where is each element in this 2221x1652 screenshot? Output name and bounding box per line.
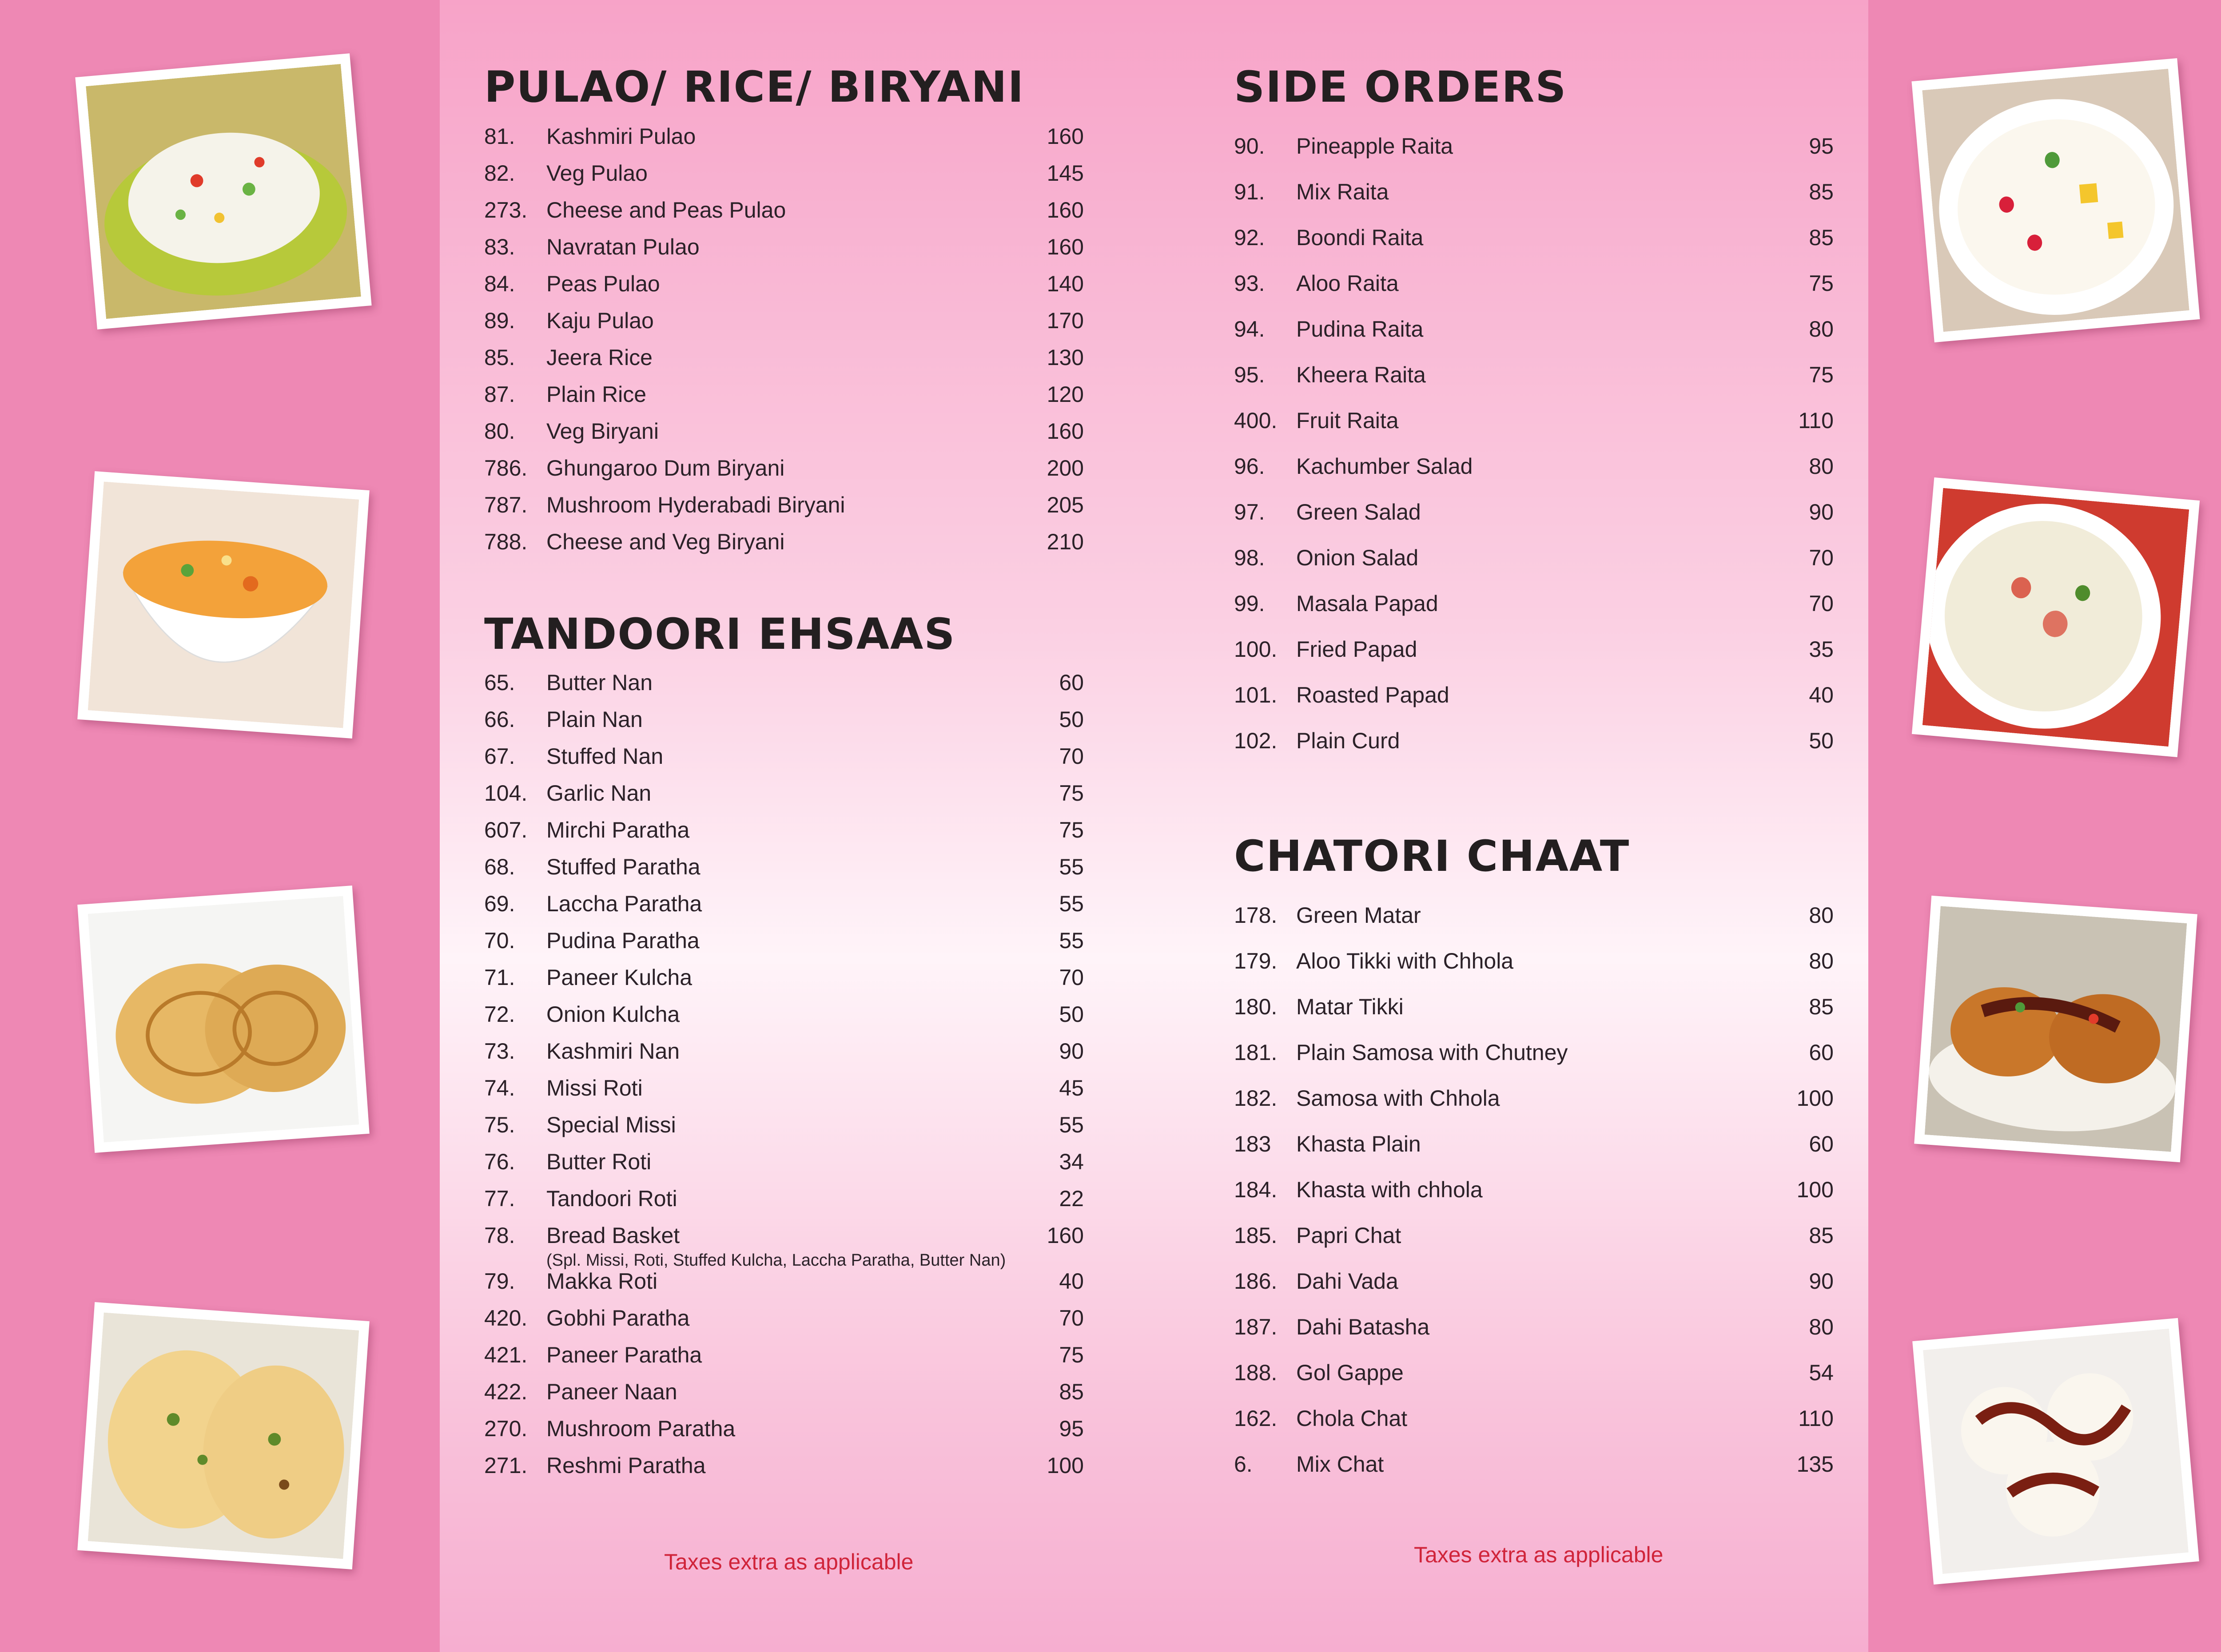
item-price: 85 [1809, 179, 1834, 204]
menu-item [484, 780, 1084, 817]
menu-item [1234, 1177, 1834, 1223]
item-number: 97. [1234, 500, 1265, 524]
item-name: Paneer Kulcha [546, 965, 693, 990]
item-name: Kashmiri Nan [546, 1039, 680, 1064]
section-title-side-orders: SIDE ORDERS [1234, 62, 1567, 112]
menu-item [484, 743, 1084, 780]
menu-item [484, 418, 1084, 455]
item-price: 170 [1047, 308, 1084, 333]
item-price: 80 [1809, 454, 1834, 479]
item-number: 186. [1234, 1269, 1278, 1294]
menu-item [484, 1112, 1084, 1149]
item-number: 69. [484, 891, 515, 916]
fruit-raita-photo-icon [1911, 58, 2200, 342]
item-number: 187. [1234, 1314, 1278, 1339]
menu-item [484, 1416, 1084, 1453]
menu-item [484, 707, 1084, 743]
item-note: (Spl. Missi, Roti, Stuffed Kulcha, Laccha Paratha, Butter Nan) [546, 1251, 1006, 1270]
item-name: Laccha Paratha [546, 891, 702, 916]
item-price: 55 [1059, 928, 1084, 953]
item-number: 73. [484, 1039, 515, 1064]
item-name: Kaju Pulao [546, 308, 654, 333]
item-name: Garlic Nan [546, 781, 652, 806]
menu-item [484, 1379, 1084, 1416]
item-number: 273. [484, 198, 528, 222]
item-name: Special Missi [546, 1112, 676, 1137]
section-title-chaat: CHATORI CHAAT [1234, 831, 1630, 881]
item-number: 82. [484, 161, 515, 186]
biryani-bowl-photo-icon [77, 471, 370, 739]
item-name: Fruit Raita [1296, 408, 1399, 433]
item-number: 98. [1234, 545, 1265, 570]
menu-item [484, 1305, 1084, 1342]
item-name: Mushroom Hyderabadi Biryani [546, 492, 845, 517]
item-name: Mix Raita [1296, 179, 1389, 204]
item-price: 95 [1059, 1416, 1084, 1441]
item-price: 70 [1059, 744, 1084, 769]
item-name: Aloo Raita [1296, 271, 1399, 296]
item-number: 96. [1234, 454, 1265, 479]
item-number: 83. [484, 234, 515, 259]
item-price: 55 [1059, 1112, 1084, 1137]
item-price: 135 [1796, 1452, 1834, 1477]
laccha-paratha-photo-icon [77, 886, 370, 1153]
item-price: 80 [1809, 903, 1834, 928]
item-price: 35 [1809, 637, 1834, 662]
menu-item [1234, 408, 1834, 453]
item-number: 178. [1234, 903, 1278, 928]
menu-item [1234, 499, 1834, 545]
item-name: Tandoori Roti [546, 1186, 677, 1211]
item-name: Plain Samosa with Chutney [1296, 1040, 1568, 1065]
item-price: 50 [1059, 1002, 1084, 1027]
item-price: 75 [1059, 1342, 1084, 1367]
menu-item [484, 160, 1084, 197]
item-number: 68. [484, 854, 515, 879]
item-price: 55 [1059, 891, 1084, 916]
item-name: Butter Roti [546, 1149, 652, 1174]
item-price: 90 [1809, 1269, 1834, 1294]
item-price: 160 [1047, 419, 1084, 444]
item-price: 100 [1796, 1086, 1834, 1111]
item-name: Cheese and Peas Pulao [546, 198, 786, 222]
item-number: 90. [1234, 134, 1265, 159]
menu-item [1234, 270, 1834, 316]
item-name: Paneer Paratha [546, 1342, 702, 1367]
item-price: 200 [1047, 456, 1084, 481]
menu-item [1234, 1223, 1834, 1268]
item-name: Boondi Raita [1296, 225, 1424, 250]
item-price: 145 [1047, 161, 1084, 186]
item-name: Stuffed Paratha [546, 854, 701, 879]
item-price: 160 [1047, 234, 1084, 259]
section-title-tandoori: TANDOORI EHSAAS [484, 609, 956, 659]
item-number: 180. [1234, 994, 1278, 1019]
menu-item [484, 1453, 1084, 1489]
menu-item [1234, 948, 1834, 994]
item-price: 70 [1809, 545, 1834, 570]
item-name: Plain Curd [1296, 728, 1400, 753]
item-price: 75 [1059, 781, 1084, 806]
item-price: 95 [1809, 134, 1834, 159]
item-name: Khasta with chhola [1296, 1177, 1483, 1202]
item-number: 77. [484, 1186, 515, 1211]
item-name: Green Matar [1296, 903, 1421, 928]
item-name: Stuffed Nan [546, 744, 664, 769]
menu-item [484, 197, 1084, 234]
item-name: Onion Salad [1296, 545, 1419, 570]
aloo-tikki-chaat-photo-icon [1914, 896, 2197, 1162]
menu-item [484, 1223, 1084, 1270]
item-name: Roasted Papad [1296, 683, 1449, 707]
menu-item [484, 928, 1084, 965]
item-number: 99. [1234, 591, 1265, 616]
menu-item [1234, 636, 1834, 682]
menu-item [484, 670, 1084, 707]
menu-item [1234, 316, 1834, 362]
item-price: 100 [1796, 1177, 1834, 1202]
item-name: Makka Roti [546, 1269, 658, 1294]
menu-item [1234, 225, 1834, 270]
item-price: 80 [1809, 317, 1834, 342]
item-name: Dahi Vada [1296, 1269, 1398, 1294]
item-name: Reshmi Paratha [546, 1453, 706, 1478]
menu-item [1234, 994, 1834, 1040]
item-number: 179. [1234, 949, 1278, 973]
item-name: Paneer Naan [546, 1379, 677, 1404]
item-name: Khasta Plain [1296, 1132, 1421, 1156]
item-number: 6. [1234, 1452, 1253, 1477]
menu-item [484, 308, 1084, 345]
item-number: 422. [484, 1379, 528, 1404]
menu-item [1234, 545, 1834, 591]
item-number: 271. [484, 1453, 528, 1478]
item-name: Onion Kulcha [546, 1002, 680, 1027]
item-price: 60 [1809, 1132, 1834, 1156]
item-price: 34 [1059, 1149, 1084, 1174]
item-number: 66. [484, 707, 515, 732]
item-number: 94. [1234, 317, 1265, 342]
item-number: 78. [484, 1223, 515, 1248]
item-price: 54 [1809, 1360, 1834, 1385]
menu-item [484, 234, 1084, 271]
item-name: Chola Chat [1296, 1406, 1408, 1431]
menu-item [484, 1075, 1084, 1112]
item-price: 70 [1059, 1306, 1084, 1330]
pulao-rice-photo-icon [75, 53, 371, 330]
menu-item [1234, 1360, 1834, 1406]
item-price: 75 [1809, 362, 1834, 387]
item-price: 90 [1059, 1039, 1084, 1064]
item-price: 55 [1059, 854, 1084, 879]
menu-item [484, 455, 1084, 492]
item-number: 420. [484, 1306, 528, 1330]
menu-item [484, 345, 1084, 381]
item-price: 85 [1809, 994, 1834, 1019]
item-name: Kheera Raita [1296, 362, 1426, 387]
item-price: 140 [1047, 271, 1084, 296]
item-name: Green Salad [1296, 500, 1421, 524]
menu-item [484, 123, 1084, 160]
item-price: 85 [1059, 1379, 1084, 1404]
menu-item [1234, 1085, 1834, 1131]
item-number: 184. [1234, 1177, 1278, 1202]
item-name: Masala Papad [1296, 591, 1438, 616]
item-name: Gobhi Paratha [546, 1306, 690, 1330]
item-number: 188. [1234, 1360, 1278, 1385]
menu-item [1234, 902, 1834, 948]
item-name: Mix Chat [1296, 1452, 1384, 1477]
item-price: 90 [1809, 500, 1834, 524]
item-number: 80. [484, 419, 515, 444]
item-number: 89. [484, 308, 515, 333]
item-number: 185. [1234, 1223, 1278, 1248]
item-number: 74. [484, 1076, 515, 1100]
item-price: 50 [1809, 728, 1834, 753]
item-price: 160 [1047, 198, 1084, 222]
item-name: Plain Rice [546, 382, 647, 407]
menu-item [484, 1149, 1084, 1186]
item-name: Kachumber Salad [1296, 454, 1473, 479]
tax-note-left: Taxes extra as applicable [664, 1549, 914, 1574]
menu-item [484, 271, 1084, 308]
item-number: 76. [484, 1149, 515, 1174]
item-name: Veg Biryani [546, 419, 659, 444]
item-name: Pudina Paratha [546, 928, 700, 953]
item-name: Butter Nan [546, 670, 653, 695]
item-name: Veg Pulao [546, 161, 648, 186]
item-price: 70 [1809, 591, 1834, 616]
item-number: 101. [1234, 683, 1278, 707]
menu-item [484, 965, 1084, 1001]
item-number: 75. [484, 1112, 515, 1137]
menu-item [484, 492, 1084, 529]
menu-item [484, 891, 1084, 928]
menu-item [1234, 1040, 1834, 1085]
item-name: Pineapple Raita [1296, 134, 1453, 159]
item-name: Papri Chat [1296, 1223, 1401, 1248]
menu-item [1234, 1314, 1834, 1360]
item-number: 91. [1234, 179, 1265, 204]
item-number: 162. [1234, 1406, 1278, 1431]
item-price: 60 [1809, 1040, 1834, 1065]
item-number: 72. [484, 1002, 515, 1027]
item-number: 79. [484, 1269, 515, 1294]
item-name: Pudina Raita [1296, 317, 1424, 342]
item-price: 60 [1059, 670, 1084, 695]
item-price: 110 [1798, 1406, 1834, 1431]
item-price: 160 [1047, 124, 1084, 149]
item-price: 85 [1809, 225, 1834, 250]
item-name: Aloo Tikki with Chhola [1296, 949, 1514, 973]
menu-item [484, 1268, 1084, 1305]
dahi-vada-photo-icon [1912, 1318, 2199, 1584]
garlic-naan-photo-icon [77, 1302, 370, 1569]
item-number: 92. [1234, 225, 1265, 250]
item-price: 110 [1798, 408, 1834, 433]
item-number: 787. [484, 492, 528, 517]
item-price: 100 [1047, 1453, 1084, 1478]
menu-item [1234, 453, 1834, 499]
item-number: 270. [484, 1416, 528, 1441]
item-name: Missi Roti [546, 1076, 643, 1100]
menu-item [1234, 1406, 1834, 1451]
menu-item [484, 854, 1084, 891]
item-number: 183 [1234, 1132, 1271, 1156]
item-price: 75 [1059, 818, 1084, 842]
item-name: Dahi Batasha [1296, 1314, 1430, 1339]
item-name: Matar Tikki [1296, 994, 1404, 1019]
item-number: 84. [484, 271, 515, 296]
item-number: 87. [484, 382, 515, 407]
item-name: Kashmiri Pulao [546, 124, 696, 149]
tax-note-right: Taxes extra as applicable [1414, 1542, 1664, 1567]
menu-item [484, 1038, 1084, 1075]
item-name: Mirchi Paratha [546, 818, 690, 842]
item-number: 400. [1234, 408, 1278, 433]
menu-item [1234, 362, 1834, 408]
item-name: Peas Pulao [546, 271, 660, 296]
menu-item [484, 1186, 1084, 1223]
item-name: Navratan Pulao [546, 234, 700, 259]
menu-item [484, 381, 1084, 418]
item-name: Mushroom Paratha [546, 1416, 736, 1441]
item-name: Gol Gappe [1296, 1360, 1404, 1385]
item-name: Bread Basket [546, 1223, 680, 1248]
item-number: 95. [1234, 362, 1265, 387]
item-name: Cheese and Veg Biryani [546, 529, 785, 554]
item-price: 130 [1047, 345, 1084, 370]
item-number: 786. [484, 456, 528, 481]
item-price: 80 [1809, 1314, 1834, 1339]
menu-item [484, 1001, 1084, 1038]
item-name: Fried Papad [1296, 637, 1417, 662]
item-number: 104. [484, 781, 528, 806]
item-name: Plain Nan [546, 707, 643, 732]
item-price: 70 [1059, 965, 1084, 990]
item-name: Samosa with Chhola [1296, 1086, 1500, 1111]
item-number: 93. [1234, 271, 1265, 296]
menu-item [484, 1342, 1084, 1379]
item-name: Jeera Rice [546, 345, 653, 370]
menu-item [484, 817, 1084, 854]
item-number: 607. [484, 818, 528, 842]
item-number: 81. [484, 124, 515, 149]
menu-item [1234, 133, 1834, 179]
item-number: 788. [484, 529, 528, 554]
menu-item [1234, 728, 1834, 774]
item-price: 205 [1047, 492, 1084, 517]
menu-item [1234, 1268, 1834, 1314]
item-number: 181. [1234, 1040, 1278, 1065]
item-number: 70. [484, 928, 515, 953]
menu-item [1234, 591, 1834, 636]
item-number: 421. [484, 1342, 528, 1367]
menu-item [484, 529, 1084, 566]
menu-item [1234, 682, 1834, 728]
menu-item [1234, 1131, 1834, 1177]
item-number: 182. [1234, 1086, 1278, 1111]
item-number: 85. [484, 345, 515, 370]
item-price: 85 [1809, 1223, 1834, 1248]
item-price: 160 [1047, 1223, 1084, 1248]
item-number: 100. [1234, 637, 1278, 662]
item-number: 102. [1234, 728, 1278, 753]
section-title-pulao: PULAO/ RICE/ BIRYANI [484, 62, 1025, 112]
item-price: 210 [1047, 529, 1084, 554]
item-price: 40 [1809, 683, 1834, 707]
boondi-raita-photo-icon [1912, 477, 2200, 757]
item-price: 45 [1059, 1076, 1084, 1100]
item-price: 75 [1809, 271, 1834, 296]
item-price: 22 [1059, 1186, 1084, 1211]
menu-item [1234, 1451, 1834, 1497]
item-number: 71. [484, 965, 515, 990]
item-number: 67. [484, 744, 515, 769]
item-price: 40 [1059, 1269, 1084, 1294]
item-price: 120 [1047, 382, 1084, 407]
item-name: Ghungaroo Dum Biryani [546, 456, 785, 481]
item-price: 80 [1809, 949, 1834, 973]
item-price: 50 [1059, 707, 1084, 732]
menu-item [1234, 179, 1834, 225]
item-number: 65. [484, 670, 515, 695]
